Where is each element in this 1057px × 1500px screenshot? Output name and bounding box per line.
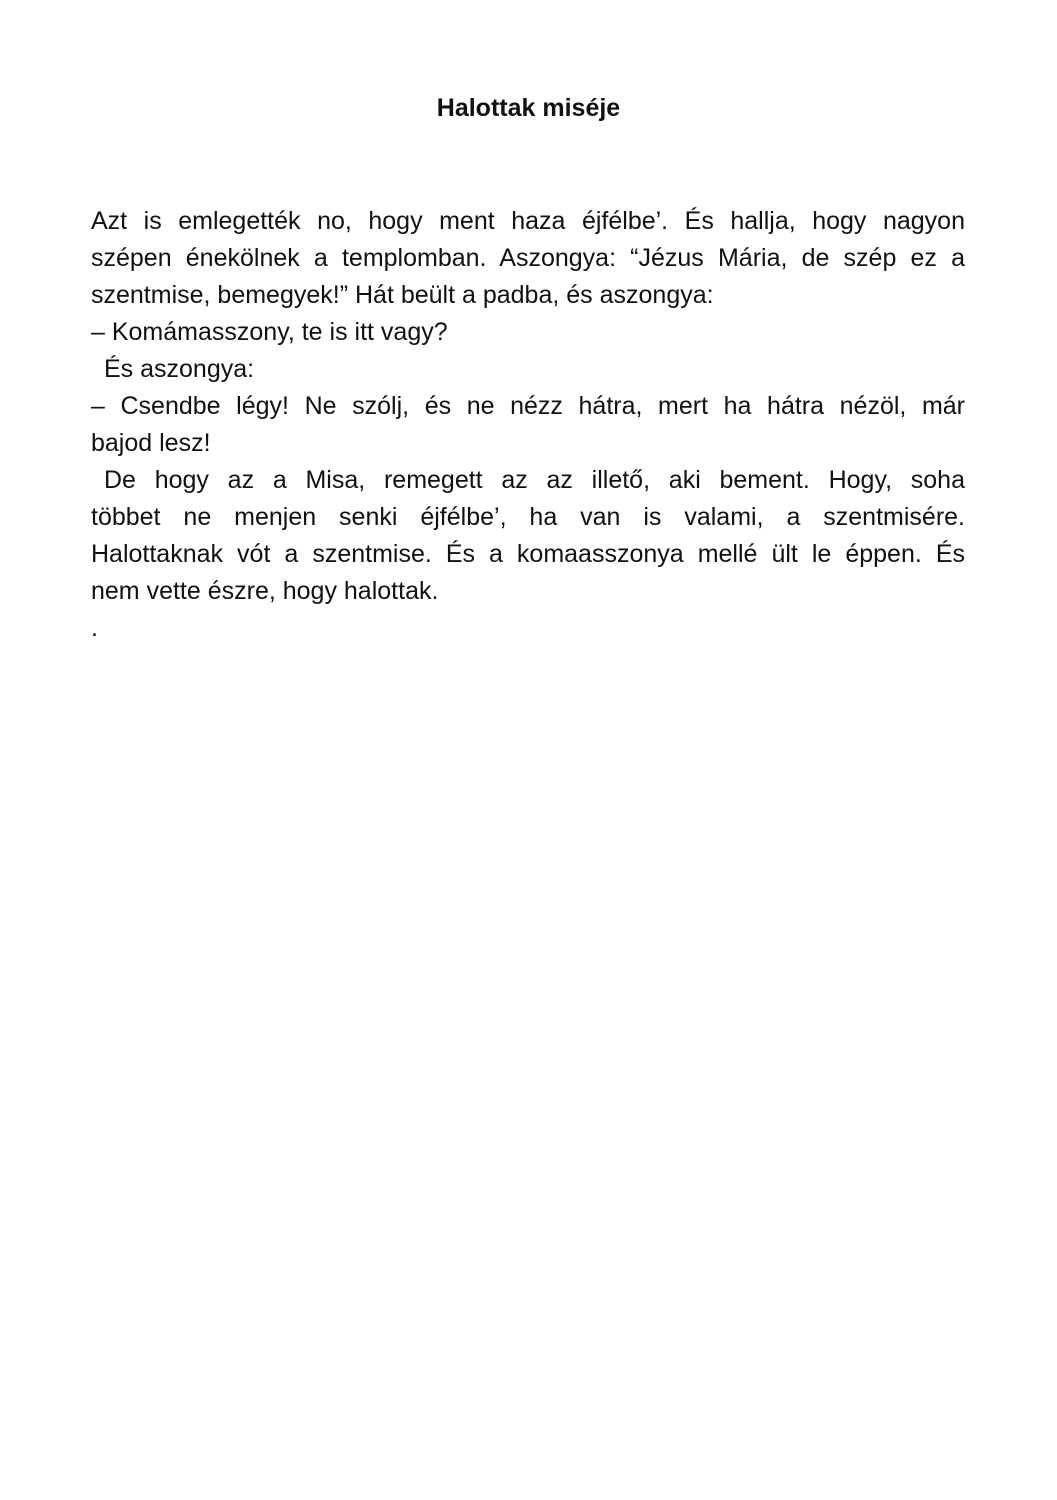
text-line: szentmise, bemegyek!” Hát beült a padba, és aszongya: [91, 281, 714, 309]
text-line: – Komámasszony, te is itt vagy? [91, 318, 448, 346]
text-line: nem vette észre, hogy halottak. [91, 577, 439, 605]
text-line: És aszongya: [104, 355, 255, 383]
text-line: Halottaknak vót a szentmise. És a komaasszonya mellé ült le éppen. És [91, 540, 965, 568]
text-line: többet ne menjen senki éjfélbe’, ha van is valami, a szentmisére. [91, 503, 965, 531]
text-line: Azt is emlegették no, hogy ment haza éjfélbe’. És hallja, hogy nagyon [91, 207, 965, 235]
text-line: . [91, 614, 98, 642]
text-line: De hogy az a Misa, remegett az az illető, aki bement. Hogy, soha [104, 466, 965, 494]
document-title: Halottak miséje [436, 94, 621, 122]
document-body [91, 203, 965, 647]
text-line: – Csendbe légy! Ne szólj, és ne nézz hátra, mert ha hátra nézöl, már [91, 392, 965, 420]
text-line: bajod lesz! [91, 429, 211, 457]
text-line: szépen énekölnek a templomban. Aszongya: “Jézus Mária, de szép ez a [91, 244, 965, 272]
